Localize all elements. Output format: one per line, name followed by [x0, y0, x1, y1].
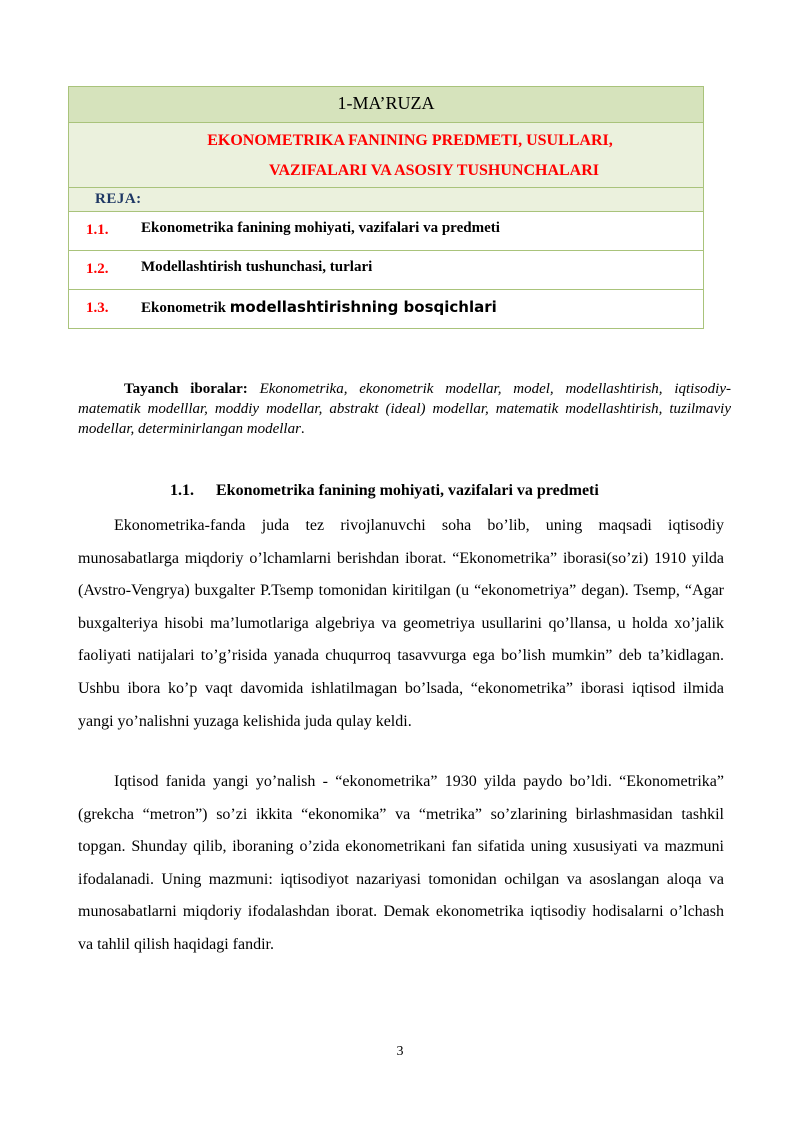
section-heading [170, 482, 599, 500]
plan-item-text [141, 298, 497, 317]
plan-item-number: 1.1. [86, 222, 109, 238]
key-terms-paragraph [78, 379, 731, 439]
plan-label: REJA: [69, 188, 703, 212]
plan-item [69, 290, 703, 328]
body-paragraph-2 [78, 766, 724, 962]
key-terms-list: Ekonometrika, ekonometrik modellar, model, modellashtirish, iqtisodiy-matematik modelllar, moddiy modellar, abstrakt (ideal) modellar, matematik modellashtirish, tuzilmaviy modellar, determinirlangan modellar [78, 381, 732, 437]
plan-item-text-part-a: Ekonometrik [141, 300, 230, 316]
lecture-number-title: 1-MA’RUZA [69, 87, 703, 123]
lecture-subtitle [69, 123, 703, 188]
subtitle-line-2: VAZIFALARI VA ASOSIY TUSHUNCHALARI [268, 162, 600, 179]
plan-item [69, 212, 703, 251]
subtitle-line-1: EKONOMETRIKA FANINING PREDMETI, USULLARI, [207, 132, 613, 149]
plan-item-text: Modellashtirish tushunchasi, turlari [141, 259, 373, 275]
plan-item [69, 251, 703, 290]
plan-item-number: 1.2. [86, 261, 109, 277]
paragraph-text: Iqtisod fanida yangi yo’nalish - “ekonometrika” 1930 yilda paydo bo’ldi. “Ekonometrika” (grekcha “metron”) so’zi ikkita “ekonomika” va “metrika” so’zlarining birlashmasidan tashkil topgan. Shunday qilib, iboraning o’zida ekonometrikani fan sifatida uning xususiyati va mazmuni ifodalanadi. Uning mazmuni: iqtisodiyot nazariyasi tomonidan ochilgan va asoslangan aloqa va munosabatlarni miqdoriy ifodalashdan iborat. Demak ekonometrika iqtisodiy hodisalarni o’lchash va tahlil qilish haqidagi fandir. [78, 773, 724, 953]
key-terms-label: Tayanch iboralar: [124, 381, 248, 397]
paragraph-text: Ekonometrika-fanda juda tez rivojlanuvchi soha bo’lib, uning maqsadi iqtisodiy munosabatlarga miqdoriy o’lchamlarni berishdan iborat. “Ekonometrika” iborasi(so’zi) 1910 yilda (Avstro-Vengrya) buxgalter P.Tsemp tomonidan kiritilgan (u “ekonometriya” degan). Tsemp, “Agar buxgalteriya hisobi ma’lumotlariga algebriya va geometriya usullarini qo’llansa, u holda xo’jalik faoliyati natijalari to’g’risida yanada chuqurroq tasavvurga ega bo’lish mumkin” deb ta’kidlagan. Ushbu ibora ko’p vaqt davomida ishlatilmagan bo’lsada, “ekonometrika” iborasi iqtisod ilmida yangi yo’nalishni yuzaga kelishida juda qulay keldi. [78, 517, 724, 730]
key-terms-end: . [300, 421, 305, 437]
body-paragraph-1 [78, 510, 724, 738]
plan-item-text: Ekonometrika fanining mohiyati, vazifalari va predmeti [141, 220, 500, 236]
plan-item-number: 1.3. [86, 300, 109, 316]
plan-item-text-part-b: modellashtirishning bosqichlari [229, 298, 497, 316]
page-number: 3 [396, 1044, 404, 1059]
lecture-header-table [68, 86, 704, 329]
section-title: Ekonometrika fanining mohiyati, vazifalari va predmeti [216, 482, 599, 499]
section-number: 1.1. [170, 482, 194, 499]
